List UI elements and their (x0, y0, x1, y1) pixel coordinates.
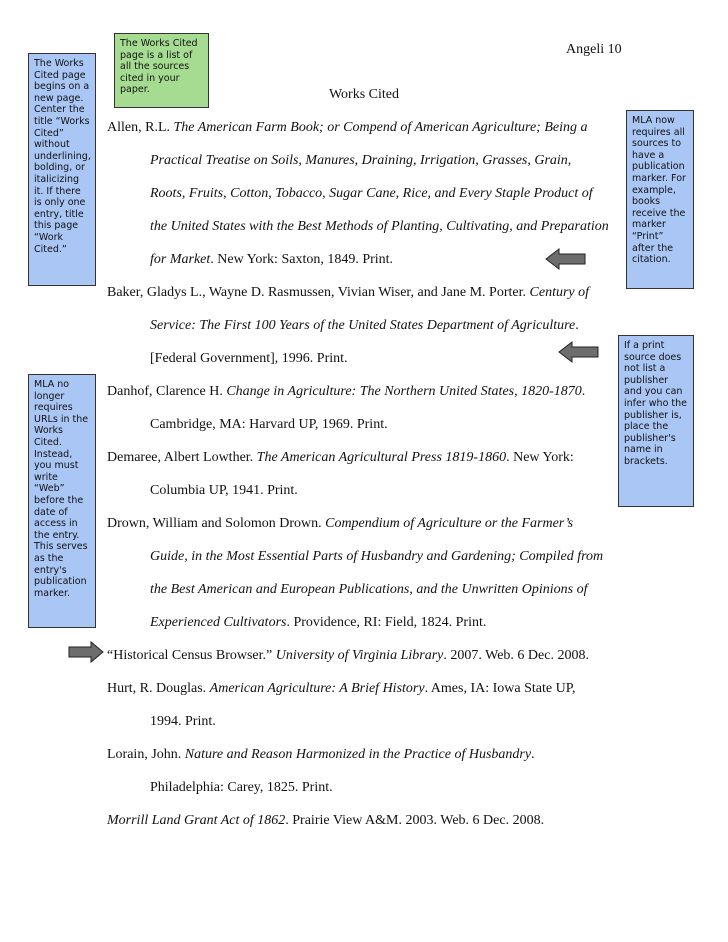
citation-text: . New York: Saxton, 1849. Print. (210, 252, 394, 267)
running-head: Angeli 10 (566, 42, 622, 57)
citation-text: Lorain, John. (107, 747, 185, 762)
page-title: Works Cited (328, 87, 400, 102)
citation-entry-line (107, 746, 535, 764)
citation-entry-line (107, 680, 575, 698)
citation-title-text: The American Farm Book; or Compend of American Agriculture; Being a (173, 120, 588, 135)
citation-text: Allen, R.L. (107, 120, 174, 135)
citation-entry-line (107, 449, 574, 467)
citation-title-text: Experienced Cultivators (150, 615, 287, 630)
note-print-source: If a print source does not list a publisher and you can infer who the publisher is, place the publisher's name in brackets. (618, 335, 694, 507)
note-new-page: The Works Cited page begins on a new page. Center the title “Works Cited” without underlining, bolding, or italicizing it. If there is only one entry, title this page “Work Cited.” (28, 53, 96, 286)
citation-entry-line (107, 383, 585, 401)
citation-text: Philadelphia: Carey, 1825. Print. (150, 780, 333, 795)
citation-text: Cambridge, MA: Harvard UP, 1969. Print. (150, 417, 388, 432)
citation-entry-line (107, 515, 573, 533)
citation-continuation-line (150, 218, 609, 236)
citation-title-text: Practical Treatise on Soils, Manures, Draining, Irrigation, Grasses, Grain, (150, 153, 572, 168)
citation-text: . (531, 747, 535, 762)
citation-text: Drown, William and Solomon Drown. (107, 516, 326, 531)
citation-text: . (575, 318, 579, 333)
citation-entry-line (107, 284, 589, 302)
citation-title-text: the Best American and European Publications, and the Unwritten Opinions of (150, 582, 588, 597)
note-works-cited-list: The Works Cited page is a list of all the sources cited in your paper. (114, 33, 209, 108)
citation-continuation-line (150, 350, 348, 368)
citation-title-text: for Market (150, 252, 211, 267)
citation-text: . New York: (506, 450, 574, 465)
citation-continuation-line (150, 251, 393, 269)
citation-text: . 2007. Web. 6 Dec. 2008. (443, 648, 589, 663)
citation-title-text: the United States with the Best Methods of Planting, Cultivating, and Preparation (150, 219, 609, 234)
citation-title-text: Roots, Fruits, Cotton, Tobacco, Sugar Cane, Rice, and Every Staple Product of (150, 186, 593, 201)
citation-entry-line (107, 647, 589, 665)
citation-text: . Ames, IA: Iowa State UP, (424, 681, 576, 696)
citation-text: Hurt, R. Douglas. (107, 681, 210, 696)
citation-continuation-line (150, 185, 593, 203)
citation-title-text: Service: The First 100 Years of the United States Department of Agriculture (150, 318, 576, 333)
citation-text: . Providence, RI: Field, 1824. Print. (286, 615, 487, 630)
citation-text: 1994. Print. (150, 714, 216, 729)
citation-title-text: Compendium of Agriculture or the Farmer’s (325, 516, 574, 531)
citation-continuation-line (150, 416, 388, 434)
citation-title-text: Century of (529, 285, 590, 300)
citation-text: Columbia UP, 1941. Print. (150, 483, 298, 498)
citation-continuation-line (150, 713, 216, 731)
citation-title-text: Change in Agriculture: The Northern United States, 1820-1870 (226, 384, 582, 399)
right-arrow-icon (68, 640, 104, 664)
citation-title-text: Guide, in the Most Essential Parts of Husbandry and Gardening; Compiled from (150, 549, 604, 564)
citation-title-text: University of Virginia Library (275, 648, 444, 663)
citation-continuation-line (150, 614, 486, 632)
citation-continuation-line (150, 548, 603, 566)
citation-text: Demaree, Albert Lowther. (107, 450, 257, 465)
citation-text: Danhof, Clarence H. (107, 384, 227, 399)
left-arrow-icon (558, 340, 600, 364)
citation-text: . (581, 384, 586, 399)
note-mla-now: MLA now requires all sources to have a publication marker. For example, books receive the marker “Print” after the citation. (626, 110, 694, 289)
citation-title-text: Nature and Reason Harmonized in the Practice of Husbandry (184, 747, 532, 762)
citation-title-text: American Agriculture: A Brief History (209, 681, 425, 696)
citation-entry-line (107, 812, 544, 830)
citation-text: “Historical Census Browser.” (107, 648, 276, 663)
citation-continuation-line (150, 152, 571, 170)
left-arrow-icon (545, 247, 587, 271)
citation-continuation-line (150, 482, 298, 500)
citation-text: [Federal Government], 1996. Print. (150, 351, 348, 366)
citation-continuation-line (150, 581, 587, 599)
citation-text: . Prairie View A&M. 2003. Web. 6 Dec. 2008. (285, 813, 545, 828)
citation-entry-line (107, 119, 587, 137)
note-no-urls: MLA no longer requires URLs in the Works Cited. Instead, you must write “Web” before the date of access in the entry. This serves as the entry's publication marker. (28, 374, 96, 628)
citation-title-text: Morrill Land Grant Act of 1862 (107, 813, 286, 828)
citation-text: Baker, Gladys L., Wayne D. Rasmussen, Vivian Wiser, and Jane M. Porter. (107, 285, 530, 300)
citation-title-text: The American Agricultural Press 1819-1860 (256, 450, 507, 465)
citation-continuation-line (150, 779, 333, 797)
citation-continuation-line (150, 317, 579, 335)
